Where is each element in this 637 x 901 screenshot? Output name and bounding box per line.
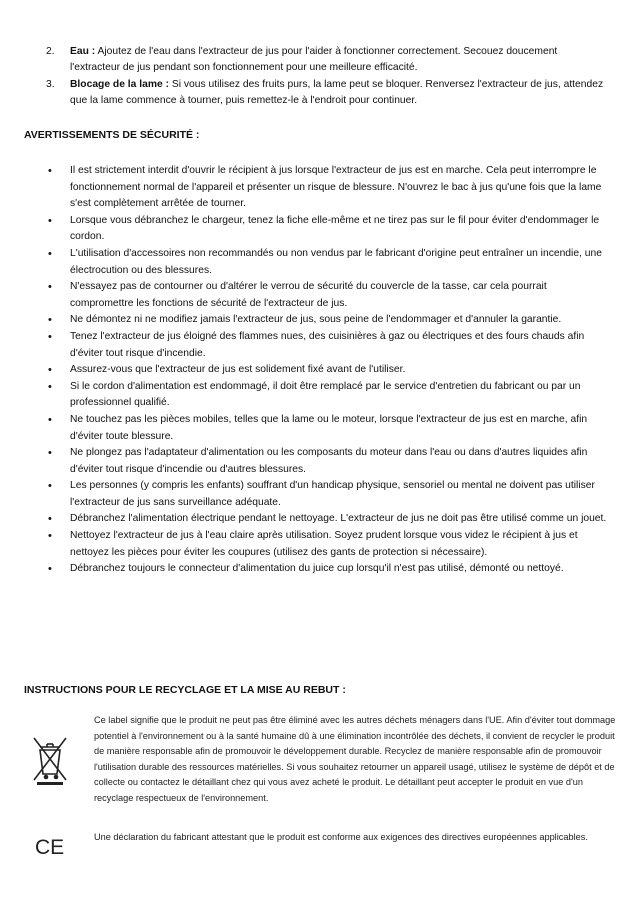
safety-item-text: Débranchez l'alimentation électrique pendant le nettoyage. L'extracteur de jus ne doit pas être utilisé comme un jouet.	[70, 513, 607, 525]
safety-item-text: Ne démontez ni ne modifiez jamais l'extracteur de jus, sous peine de l'endommager et d'annuler la garantie.	[70, 314, 562, 326]
item-label: Blocage de la lame :	[70, 79, 170, 90]
safety-item	[40, 362, 608, 379]
bullet-icon: •	[48, 364, 52, 377]
weee-paragraph: Ce label signifie que le produit ne peut pas être éliminé avec les autres déchets ménagers dans l'UE. Afin d'éviter tout dommage potentiel à l'environnement ou à la santé humaine dû à une élimination incontrôlée des déchets, il convient de recycler le produit de manière responsable afin de promouvoir le développement durable. Recyclez de manière responsable afin de promouvoir l'utilisation durable des ressources matérielles. Si vous souhaitez retourner un appareil usagé, utilisez le système de dépôt et de collecte ou contactez le détaillant chez qui vous avez acheté le produit. Le détaillant peut accepter le produit en vue d'un recyclage respectueux de l'environnement.	[94, 715, 616, 803]
item-label: Eau :	[70, 46, 96, 57]
safety-item	[40, 163, 608, 213]
bullet-icon: •	[48, 281, 52, 294]
item-number: 2.	[46, 46, 55, 57]
bullet-icon: •	[48, 214, 52, 227]
numbered-list	[40, 44, 610, 110]
bullet-icon: •	[48, 530, 52, 543]
safety-item	[40, 511, 608, 528]
bullet-icon: •	[48, 247, 52, 260]
safety-item	[40, 379, 608, 412]
safety-item	[40, 279, 608, 312]
safety-list	[40, 163, 608, 578]
safety-item-text: Tenez l'extracteur de jus éloigné des flammes nues, des cuisinières à gaz ou électriques et des fours chauds afin d'éviter tout risque d'incendie.	[70, 330, 585, 359]
ce-mark-icon	[34, 834, 64, 858]
bullet-icon: •	[48, 563, 52, 576]
safety-item-text: Si le cordon d'alimentation est endommagé, il doit être remplacé par le service d'entretien du fabricant ou par un professionnel qualifié.	[70, 380, 581, 409]
safety-item-text: Ne touchez pas les pièces mobiles, telles que la lame ou le moteur, lorsque l'extracteur de jus est en marche, afin d'éviter toute blessure.	[70, 413, 588, 442]
safety-item	[40, 246, 608, 279]
recycling-heading: INSTRUCTIONS POUR LE RECYCLAGE ET LA MISE AU REBUT :	[24, 684, 346, 696]
safety-item-text: L'utilisation d'accessoires non recommandés ou non vendus par le fabricant d'origine peut entraîner un incendie, une électrocution ou des blessures.	[70, 247, 602, 276]
numbered-item	[40, 44, 610, 76]
safety-item-text: Assurez-vous que l'extracteur de jus est solidement fixé avant de l'utiliser.	[70, 364, 406, 376]
safety-item-text: Il est strictement interdit d'ouvrir le récipient à jus lorsque l'extracteur de jus est en marche. Cela peut interrompre le fonctionnement normal de l'appareil et présenter un risque de blessure. N'ouvrez le bac à jus qu'une fois que la lame s'est complètement arrêtée de tourner.	[70, 165, 602, 210]
bullet-icon: •	[48, 314, 52, 327]
numbered-item	[40, 77, 610, 109]
safety-item	[40, 312, 608, 329]
safety-item	[40, 561, 608, 578]
safety-heading: AVERTISSEMENTS DE SÉCURITÉ :	[24, 129, 200, 141]
bullet-icon: •	[48, 330, 52, 343]
item-number: 3.	[46, 79, 55, 90]
safety-item	[40, 213, 608, 246]
safety-item	[40, 329, 608, 362]
bullet-icon: •	[48, 380, 52, 393]
safety-item	[40, 478, 608, 511]
safety-item-text: N'essayez pas de contourner ou d'altérer le verrou de sécurité du couvercle de la tasse, car cela pourrait compromettre les fonctions de sécurité de l'extracteur de jus.	[70, 281, 547, 309]
safety-item	[40, 528, 608, 561]
bullet-icon: •	[48, 413, 52, 426]
item-text: Si vous utilisez des fruits purs, la lame peut se bloquer. Renversez l'extracteur de jus, attendez que la lame commence à tourner, puis remettez-le à l'endroit pour continuer.	[70, 79, 604, 106]
safety-item-text: Les personnes (y compris les enfants) souffrant d'un handicap physique, sensoriel ou mental ne doivent pas utiliser l'extracteur de jus sans surveillance adéquate.	[70, 480, 595, 508]
item-text: Ajoutez de l'eau dans l'extracteur de jus pour l'aider à fonctionner correctement. Secouez doucement l'extracteur de jus pendant son fonctionnement pour une meilleure efficacité.	[70, 46, 558, 73]
ce-paragraph: Une déclaration du fabricant attestant que le produit est conforme aux exigences des directives européennes applicables.	[94, 832, 588, 842]
safety-item-text: Ne plongez pas l'adaptateur d'alimentation ou les composants du moteur dans l'eau ou dans d'autres liquides afin d'éviter tout risque d'incendie ou d'autres blessures.	[70, 447, 588, 475]
recycling-section	[24, 710, 616, 870]
ce-mark-text: CE	[35, 836, 64, 858]
bullet-icon: •	[48, 165, 52, 177]
safety-item	[40, 412, 608, 445]
bullet-icon: •	[48, 513, 52, 526]
crossed-out-wheelie-bin-icon	[28, 732, 72, 786]
safety-item-text: Débranchez toujours le connecteur d'alimentation du juice cup lorsqu'il n'est pas utilisé, démonté ou nettoyé.	[70, 563, 564, 575]
safety-item	[40, 445, 608, 478]
bullet-icon: •	[48, 447, 52, 460]
safety-item-text: Lorsque vous débranchez le chargeur, tenez la fiche elle-même et ne tirez pas sur le fil pour éviter d'endommager le cordon.	[70, 214, 600, 243]
bullet-icon: •	[48, 480, 52, 493]
safety-item-text: Nettoyez l'extracteur de jus à l'eau claire après utilisation. Soyez prudent lorsque vous videz le récipient à jus et nettoyez les pièces pour éviter les coupures (utilisez des gants de protection si nécessaire).	[70, 530, 578, 558]
